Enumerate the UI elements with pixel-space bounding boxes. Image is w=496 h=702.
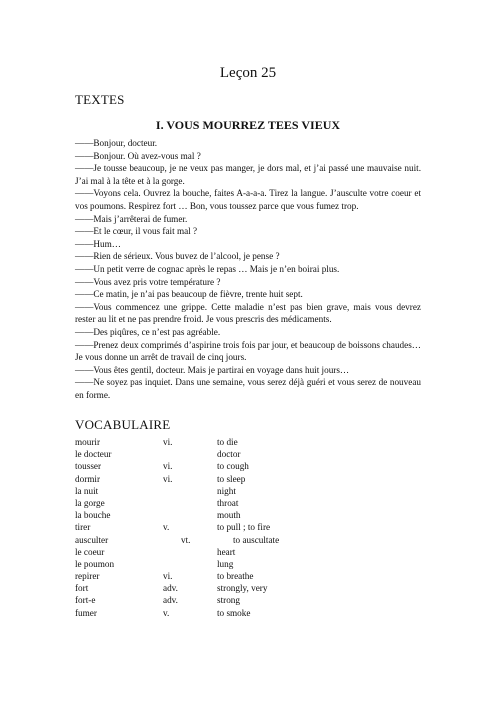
dialogue-line: ——Vous avez pris votre température ? [75,276,221,287]
vocab-translation: lung [217,558,234,569]
vocab-translation: to die [217,437,238,447]
vocab-translation: strongly, very [217,583,268,594]
vocab-translation: to cough [217,461,249,472]
vocab-word: tousser [75,461,102,472]
dialogue-line: ——Ce matin, je n’ai pas beaucoup de fièvre, trente huit sept. [75,289,303,300]
vocab-pos: vi. [163,473,173,484]
text-title: I. VOUS MOURREZ TEES VIEUX [155,118,341,132]
dialogue-line: ——Bonjour, docteur. [75,138,158,148]
vocab-row [75,510,421,522]
vocab-pos: vt. [181,534,191,545]
dialogue-line: ——Un petit verre de cognac après le repas … Mais je n’en boirai plus. [75,263,340,274]
vocab-pos: v. [163,522,170,533]
vocab-word: la bouche [75,510,111,521]
vocab-translation: to smoke [217,607,251,618]
vocabulary-list [75,437,421,620]
vocab-pos: adv. [163,595,178,606]
dialogue-line: ——Rien de sérieux. Vous buvez de l’alcool, je pense ? [75,251,280,262]
dialogue-line: ——Hum… [75,238,121,249]
vocab-translation: doctor [217,449,241,460]
vocab-row [75,486,421,498]
vocab-word: ausculter [75,534,109,545]
vocab-pos: v. [163,607,170,618]
section-heading-vocabulary: VOCABULAIRE [75,417,171,432]
vocab-row [75,461,421,473]
vocab-row [75,535,421,547]
dialogue-line: ——Vous commencez une grippe. Cette maladie n’est pas bien grave, mais vous devrez rester au lit et ne pas prendre froid. Je vous prescris des médicaments. [75,301,421,325]
vocab-translation: heart [217,546,236,557]
vocab-translation: to auscultate [233,534,280,545]
dialogue-line: ——Bonjour. Où avez-vous mal ? [75,150,201,161]
vocab-translation: strong [217,595,240,606]
vocab-word: fumer [75,607,97,618]
vocab-translation: to breathe [217,571,254,582]
vocab-pos: vi. [163,571,173,582]
vocab-row [75,608,421,620]
dialogue-line: ——Et le cœur, il vous fait mal ? [75,226,198,237]
vocab-word: mourir [75,437,101,447]
vocab-word: repirer [75,571,100,582]
vocab-word: la nuit [75,485,99,496]
dialogue-text [75,137,421,401]
vocab-translation: throat [217,497,239,508]
vocab-pos: adv. [163,583,178,594]
vocab-pos: vi. [163,437,173,447]
vocab-word: le coeur [75,546,105,557]
vocab-pos: vi. [163,461,173,472]
vocab-row [75,583,421,595]
vocab-row [75,498,421,510]
dialogue-line: ——Prenez deux comprimés d’aspirine trois fois par jour, et beaucoup de boissons chaudes…Je vous donne un arrêt de travail de cinq jours. [75,339,421,363]
vocab-translation: night [217,485,236,496]
dialogue-line: ——Voyons cela. Ouvrez la bouche, faites A-a-a-a. Tirez la langue. J’ausculte votre coeur et vos poumons. Respirez fort … Bon, vous toussez parce que vous fumez trop. [75,188,421,211]
vocab-word: la gorge [75,497,105,508]
vocab-word: dormir [75,473,101,484]
vocab-row [75,449,421,461]
vocab-word: fort [75,583,89,594]
vocab-row [75,522,421,534]
section-heading-texts: TEXTES [75,92,125,107]
vocab-row [75,559,421,571]
vocab-word: fort-e [75,595,96,606]
dialogue-line: ——Mais j’arrêterai de fumer. [75,213,188,224]
vocab-word: le docteur [75,449,112,460]
vocab-word: le poumon [75,558,115,569]
vocab-row [75,474,421,486]
dialogue-line: ——Je tousse beaucoup, je ne veux pas manger, je dors mal, et j’ai passé une mauvaise nuit. J’ai mal à la tête et à la gorge. [75,163,421,186]
vocab-row [75,437,421,449]
dialogue-line: ——Des piqûres, ce n’est pas agréable. [75,326,221,337]
vocab-row [75,571,421,583]
vocab-row [75,595,421,607]
vocab-translation: to sleep [217,473,246,484]
lesson-title: Leçon 25 [219,65,277,81]
vocab-translation: to pull ; to fire [217,522,271,533]
vocab-translation: mouth [217,510,241,521]
dialogue-line: ——Ne soyez pas inquiet. Dans une semaine, vous serez déjà guéri et vous serez de nouveau en forme. [75,377,421,400]
dialogue-line: ——Vous êtes gentil, docteur. Mais je partirai en voyage dans huit jours… [75,364,350,375]
vocab-word: tirer [75,522,91,533]
vocab-row [75,547,421,559]
